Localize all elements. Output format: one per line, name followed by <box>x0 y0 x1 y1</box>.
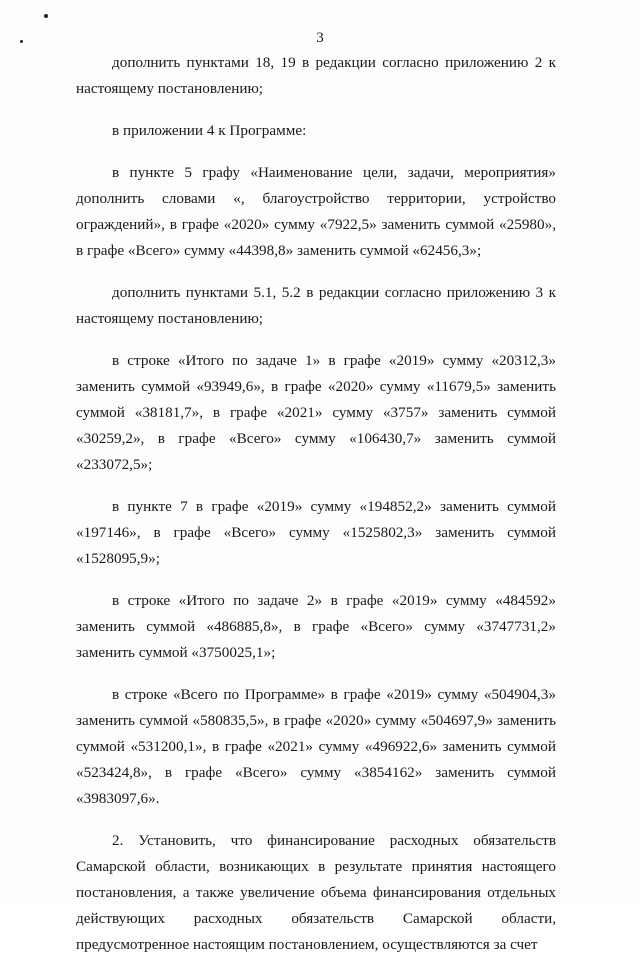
paragraph: дополнить пунктами 18, 19 в редакции согласно приложению 2 к настоящему постановлению; <box>76 54 556 97</box>
paragraph: дополнить пунктами 5.1, 5.2 в редакции согласно приложению 3 к настоящему постановлению; <box>76 284 556 327</box>
document-body <box>76 50 556 958</box>
page-number: 3 <box>316 30 324 46</box>
paragraph: в пункте 5 графу «Наименование цели, задачи, мероприятия» дополнить словами «, благоустройство территории, устройство ограждений», в графе «2020» сумму «7922,5» заменить суммой «25980», в графе «Всего» сумму «44398,8» заменить суммой «62456,3»; <box>76 164 556 259</box>
paragraph: в приложении 4 к Программе: <box>112 122 307 139</box>
paragraph: в строке «Итого по задаче 1» в графе «2019» сумму «20312,3» заменить суммой «93949,6», в графе «2020» сумму «11679,5» заменить суммой «38181,7», в графе «2021» сумму «3757» заменить суммой «30259,2», в графе «Всего» сумму «106430,7» заменить суммой «233072,5»; <box>76 352 556 473</box>
paragraph: в строке «Всего по Программе» в графе «2019» сумму «504904,3» заменить суммой «580835,5», в графе «2020» сумму «504697,9» заменить суммой «531200,1», в графе «2021» сумму «496922,6» заменить суммой «523424,8», в графе «Всего» сумму «3854162» заменить суммой «3983097,6». <box>76 686 556 807</box>
paragraph: в строке «Итого по задаче 2» в графе «2019» сумму «484592» заменить суммой «486885,8», в графе «Всего» сумму «3747731,2» заменить суммой «3750025,1»; <box>76 592 556 661</box>
paragraph: в пункте 7 в графе «2019» сумму «194852,2» заменить суммой «197146», в графе «Всего» сумму «1525802,3» заменить суммой «1528095,9»; <box>76 498 556 567</box>
scan-speck <box>44 14 48 18</box>
paragraph: 2. Установить, что финансирование расходных обязательств Самарской области, возникающих в результате принятия настоящего постановления, а также увеличение объема финансирования отдельных действующих расходных обязательств Самарской области, предусмотренное настоящим постановлением, осуществляются за счет <box>76 832 556 953</box>
